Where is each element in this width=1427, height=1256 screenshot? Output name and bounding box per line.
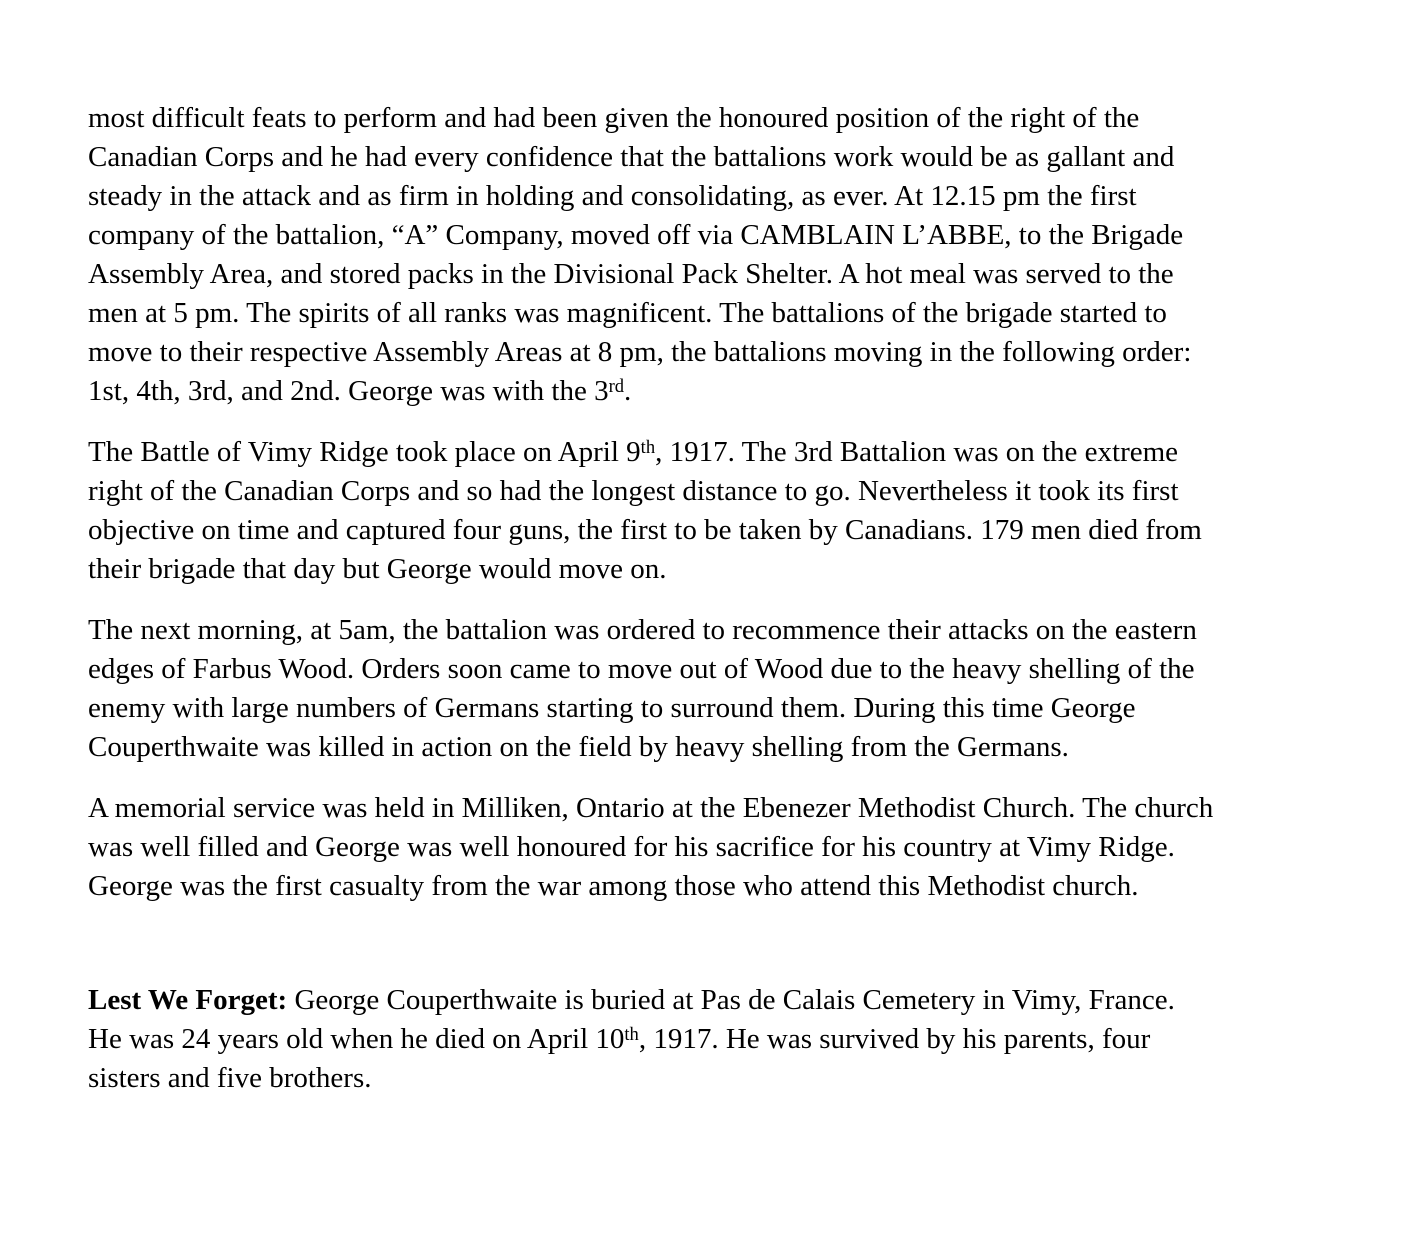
text-run: The Battle of Vimy Ridge took place on April 9 [88,436,641,468]
text-run: Canadian Corps and he had every confidence that the battalions work would be as gallant and [88,141,1175,173]
text-run: Assembly Area, and stored packs in the Divisional Pack Shelter. A hot meal was served to the [88,258,1174,290]
paragraph-battle-of-vimy-ridge [88,433,1347,589]
paragraph-memorial-service [88,789,1347,906]
text-run: Couperthwaite was killed in action on the field by heavy shelling from the Germans. [88,731,1069,763]
text-run: He was 24 years old when he died on April 10 [88,1023,625,1055]
text-run: most difficult feats to perform and had been given the honoured position of the right of the [88,102,1140,134]
text-run: steady in the attack and as firm in holding and consolidating, as ever. At 12.15 pm the first [88,180,1137,212]
text-run: George was the first casualty from the war among those who attend this Methodist church. [88,870,1139,902]
paragraph-next-morning [88,611,1347,767]
text-run: George Couperthwaite is buried at Pas de Calais Cemetery in Vimy, France. [287,984,1175,1016]
text-run: objective on time and captured four guns, the first to be taken by Canadians. 179 men died from [88,514,1202,546]
text-run: . [624,375,632,407]
text-run: edges of Farbus Wood. Orders soon came to move out of Wood due to the heavy shelling of the [88,653,1195,685]
text-run: their brigade that day but George would move on. [88,553,667,585]
text-run: , 1917. The 3rd Battalion was on the extreme [655,436,1179,468]
ordinal-superscript: th [640,437,656,459]
ordinal-superscript: rd [608,376,625,398]
text-run: enemy with large numbers of Germans starting to surround them. During this time George [88,692,1136,724]
text-run: move to their respective Assembly Areas at 8 pm, the battalions moving in the following order: [88,336,1192,368]
lest-we-forget-label: Lest We Forget: [88,984,288,1016]
ordinal-superscript: th [624,1024,639,1046]
text-run: men at 5 pm. The spirits of all ranks was magnificent. The battalions of the brigade started to [88,297,1167,329]
text-run: sisters and five brothers. [88,1062,372,1094]
text-run: right of the Canadian Corps and so had the longest distance to go. Nevertheless it took its first [88,475,1179,507]
text-run: The next morning, at 5am, the battalion was ordered to recommence their attacks on the eastern [88,614,1197,646]
text-run: , 1917. He was survived by his parents, four [638,1023,1151,1055]
text-run: was well filled and George was well honoured for his sacrifice for his country at Vimy Ridge. [88,831,1175,863]
paragraph-battalion-movement [88,99,1347,411]
text-run: company of the battalion, “A” Company, moved off via CAMBLAIN L’ABBE, to the Brigade [88,219,1184,251]
text-run: A memorial service was held in Milliken, Ontario at the Ebenezer Methodist Church. The church [88,792,1214,824]
paragraph-lest-we-forget [88,981,1347,1098]
text-run: 1st, 4th, 3rd, and 2nd. George was with the 3 [88,375,609,407]
